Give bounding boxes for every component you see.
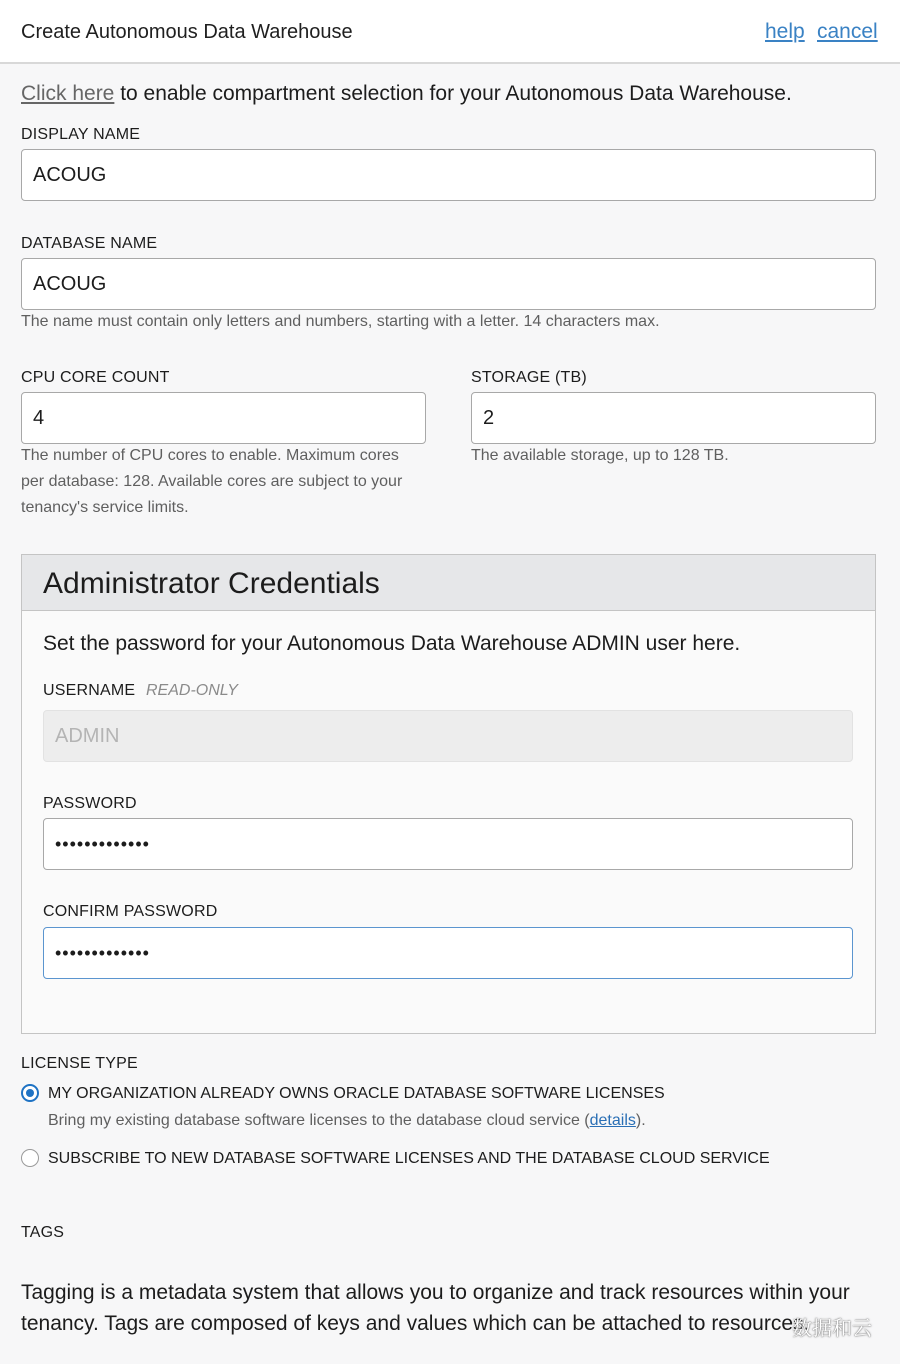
help-link[interactable]: help bbox=[765, 20, 805, 43]
license-byol-radio[interactable] bbox=[21, 1084, 39, 1102]
license-byol-desc-text: Bring my existing database software licenses to the database cloud service ( bbox=[48, 1112, 590, 1129]
storage-help: The available storage, up to 128 TB. bbox=[471, 447, 729, 464]
storage-input[interactable] bbox=[471, 392, 876, 444]
tags-label: TAGS bbox=[21, 1224, 65, 1241]
password-value: ••••••••••••• bbox=[55, 833, 150, 854]
license-byol-label[interactable]: MY ORGANIZATION ALREADY OWNS ORACLE DATABASE SOFTWARE LICENSES bbox=[48, 1085, 665, 1102]
license-type-label: LICENSE TYPE bbox=[21, 1055, 138, 1072]
dialog-title: Create Autonomous Data Warehouse bbox=[21, 21, 353, 43]
admin-credentials-title: Administrator Credentials bbox=[43, 567, 380, 600]
display-name-value: ACOUG bbox=[33, 163, 107, 186]
license-byol-description bbox=[48, 1108, 646, 1134]
display-name-label: DISPLAY NAME bbox=[21, 126, 141, 143]
confirm-password-value: ••••••••••••• bbox=[55, 942, 150, 963]
database-name-value: ACOUG bbox=[33, 272, 107, 295]
database-name-help: The name must contain only letters and numbers, starting with a letter. 14 characters max. bbox=[21, 313, 660, 330]
cancel-link[interactable]: cancel bbox=[817, 20, 878, 43]
database-name-input[interactable] bbox=[21, 258, 876, 310]
tags-description-line2: tenancy. Tags are composed of keys and values which can be attached to resources. bbox=[21, 1312, 810, 1335]
storage-label: STORAGE (TB) bbox=[471, 369, 587, 386]
database-name-label: DATABASE NAME bbox=[21, 235, 158, 252]
cpu-core-count-value: 4 bbox=[33, 406, 45, 429]
dialog-header bbox=[0, 0, 900, 64]
license-new-label[interactable]: SUBSCRIBE TO NEW DATABASE SOFTWARE LICENSES AND THE DATABASE CLOUD SERVICE bbox=[48, 1150, 770, 1167]
admin-credentials-description: Set the password for your Autonomous Data Warehouse ADMIN user here. bbox=[43, 632, 741, 655]
username-readonly-tag: READ-ONLY bbox=[146, 682, 238, 699]
display-name-input[interactable] bbox=[21, 149, 876, 201]
admin-credentials-panel bbox=[21, 554, 876, 1034]
compartment-click-here-link[interactable]: Click here bbox=[21, 82, 115, 105]
compartment-notice bbox=[21, 82, 792, 106]
license-details-link[interactable]: details bbox=[589, 1112, 636, 1129]
admin-credentials-header bbox=[22, 555, 875, 611]
password-label: PASSWORD bbox=[43, 795, 137, 812]
username-input bbox=[43, 710, 853, 762]
tags-description-line1: Tagging is a metadata system that allows you to organize and track resources within your bbox=[21, 1281, 850, 1304]
confirm-password-input[interactable] bbox=[43, 927, 853, 979]
cpu-core-count-help: The number of CPU cores to enable. Maximum cores per database: 128. Available cores are subject to your tenancy's service limits. bbox=[21, 447, 403, 516]
password-input[interactable] bbox=[43, 818, 853, 870]
cpu-core-count-label: CPU CORE COUNT bbox=[21, 369, 170, 386]
username-value: ADMIN bbox=[55, 724, 120, 747]
compartment-notice-text: to enable compartment selection for your Autonomous Data Warehouse. bbox=[114, 82, 792, 105]
username-label: USERNAME bbox=[43, 682, 136, 699]
confirm-password-label: CONFIRM PASSWORD bbox=[43, 903, 218, 920]
license-byol-desc-end: ). bbox=[635, 1112, 646, 1129]
watermark-text: 数据和云 bbox=[792, 1318, 872, 1340]
cpu-core-count-input[interactable] bbox=[21, 392, 426, 444]
license-new-radio[interactable] bbox=[21, 1149, 39, 1167]
storage-value: 2 bbox=[483, 406, 495, 429]
